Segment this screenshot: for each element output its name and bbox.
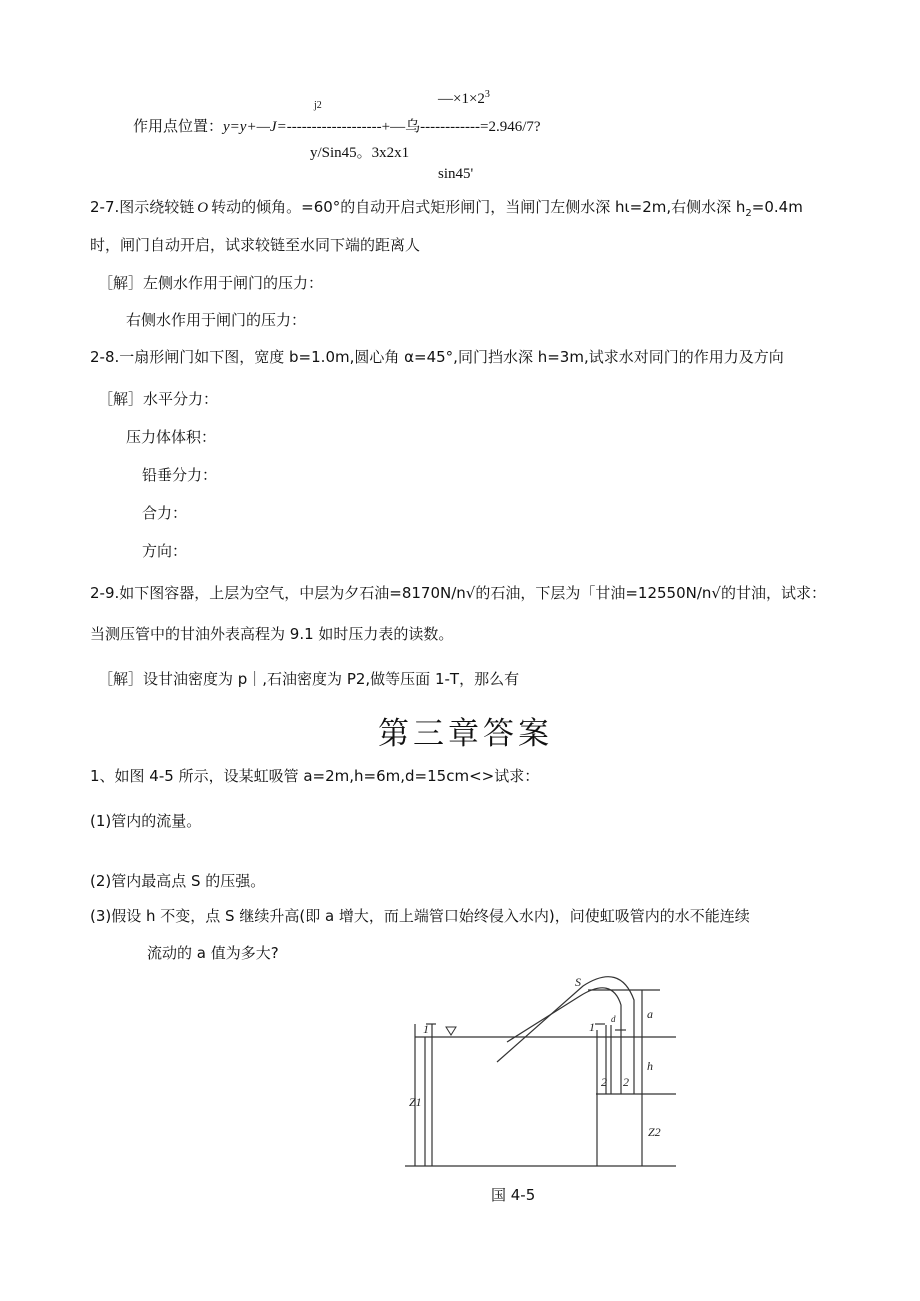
problem-2-7-line-2: 时，闸门自动开启，试求较链至水同下端的距离人 xyxy=(90,236,421,254)
p27-text-a: 2-7.图示绕较链 xyxy=(90,198,195,216)
label-1-right: 1 xyxy=(589,1020,595,1034)
label-s: S xyxy=(575,975,581,989)
label-a: a xyxy=(647,1007,653,1021)
problem-2-8-line-1: 2-8.一扇形闸门如下图，宽度 b=1.0m,圆心角 α=45°,同门挡水深 h=3m,试求水对同门的作用力及方向 xyxy=(90,348,784,366)
chapter-3-question-1-part-1: (1)管内的流量。 xyxy=(90,812,202,830)
chapter-3-question-1-part-3-line-1: (3)假设 h 不变，点 S 继续升高(即 a 增大，而上端管口始终侵入水内)，问使虹吸管内的水不能连续 xyxy=(90,907,750,925)
p27-text-c: =0.4m xyxy=(751,198,803,216)
formula-expr-b: +—乌 xyxy=(381,119,421,135)
problem-2-8-pressure-volume: 压力体体积： xyxy=(126,428,217,446)
problem-2-7-solution-left: ［解］左侧水作用于闸门的压力： xyxy=(98,274,324,292)
figure-caption: 国 4-5 xyxy=(491,1186,536,1204)
problem-2-8-horizontal-force: ［解］水平分力： xyxy=(98,390,219,408)
free-surface-symbol xyxy=(446,1027,456,1035)
p27-subscript: 2 xyxy=(745,208,752,219)
chapter-3-title: 第三章答案 xyxy=(378,716,553,752)
problem-2-8-vertical-force: 铅垂分力： xyxy=(142,466,218,484)
formula-expr-a: y=y+—J= xyxy=(223,119,287,135)
formula-result: =2.946/7? xyxy=(480,119,541,135)
problem-2-9-line-2: 当测压管中的甘油外表高程为 9.1 如时压力表的读数。 xyxy=(90,625,454,643)
formula-denominator-right: sin45' xyxy=(438,166,474,182)
chapter-3-question-1-part-3-line-2: 流动的 a 值为多大? xyxy=(147,944,279,962)
label-z1: Z1 xyxy=(409,1095,422,1109)
formula-numerator-exp: 3 xyxy=(484,89,490,100)
problem-2-8-resultant: 合力： xyxy=(142,504,188,522)
label-d: d xyxy=(611,1014,616,1024)
formula-denominator-left: y/Sin45。3x2x1 xyxy=(310,145,410,161)
formula-dashes-a: ------------------- xyxy=(286,119,382,135)
label-1-left: 1 xyxy=(423,1022,429,1036)
label-2-b: 2 xyxy=(623,1075,629,1089)
p27-text-b: 转动的倾角。=60°的自动开启式矩形闸门，当闸门左侧水深 hι=2m,右侧水深 h xyxy=(211,198,746,216)
label-z2: Z2 xyxy=(648,1125,661,1139)
formula-superscript: j2 xyxy=(314,100,322,111)
problem-2-8-direction: 方向： xyxy=(142,542,188,560)
label-2-a: 2 xyxy=(601,1075,607,1089)
chapter-3-question-1: 1、如图 4-5 所示，设某虹吸管 a=2m,h=6m,d=15cm<>试求： xyxy=(90,767,540,785)
chapter-3-question-1-part-2: (2)管内最高点 S 的压强。 xyxy=(90,872,266,890)
problem-2-7-solution-right: 右侧水作用于闸门的压力： xyxy=(126,311,307,329)
formula-dashes-b: ------------ xyxy=(420,119,481,135)
label-h: h xyxy=(647,1059,653,1073)
problem-2-9-solution: ［解］设甘油密度为 p｜,石油密度为 P2,做等压面 1-T，那么有 xyxy=(98,670,520,688)
p27-hinge-o: O xyxy=(197,200,209,216)
formula-label: 作用点位置： xyxy=(133,117,224,135)
problem-2-9-line-1: 2-9.如下图容器，上层为空气，中层为夕石油=8170N∕n√的石油，下层为「甘油=12550N∕n√的甘油，试求： xyxy=(90,584,826,602)
formula-numerator-text: —×1×2 xyxy=(438,91,485,107)
